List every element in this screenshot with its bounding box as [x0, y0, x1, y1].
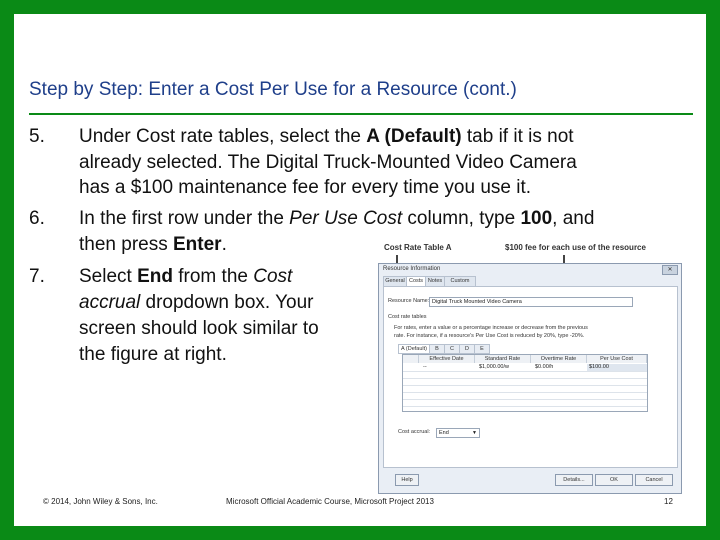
slide-title: Step by Step: Enter a Cost Per Use for a Resource (cont.) — [29, 79, 517, 100]
costs-panel — [383, 286, 678, 468]
cost-rate-tables-label: Cost rate tables — [388, 314, 427, 320]
dialog-titlebar — [379, 264, 681, 274]
grid-line — [403, 399, 647, 400]
step-line: already selected. The Digital Truck-Mounted Video Camera — [79, 152, 577, 173]
step-line: the figure at right. — [79, 344, 227, 365]
cost-accrual-label: Cost accrual: — [398, 429, 431, 435]
step-number: 6. — [29, 208, 45, 229]
footer-page-number: 12 — [664, 497, 673, 506]
step-line: Select End from the Cost — [79, 266, 293, 287]
grid-line — [403, 378, 647, 379]
resource-information-dialog — [378, 263, 682, 494]
grid-line — [403, 385, 647, 386]
step-line: has a $100 maintenance fee for every time you use it. — [79, 177, 532, 198]
step-line: Under Cost rate tables, select the A (Default) tab if it is not — [79, 126, 574, 147]
step-line: then press Enter. — [79, 234, 227, 255]
step-line: screen should look similar to — [79, 318, 319, 339]
cancel-button[interactable]: Cancel — [635, 474, 673, 486]
table-cell[interactable]: $0.00/h — [535, 364, 554, 370]
cost-rate-grid — [402, 354, 648, 412]
title-divider — [29, 113, 693, 115]
instructions-line-2: rate. For instance, if a resource's Per Use Cost is reduced by 20%, type -20%. — [394, 333, 585, 339]
resource-name-field[interactable]: Digital Truck Mounted Video Camera — [429, 297, 633, 307]
grid-line — [403, 371, 647, 372]
subtab-c[interactable]: C — [444, 344, 460, 354]
column-header: Overtime Rate — [531, 355, 587, 363]
close-icon[interactable]: ✕ — [662, 265, 678, 275]
column-header: Per Use Cost — [587, 355, 647, 363]
column-header: Standard Rate — [475, 355, 531, 363]
table-cell-per-use-cost[interactable]: $100.00 — [587, 364, 647, 371]
resource-name-label: Resource Name: — [388, 298, 430, 304]
instructions-line-1: For rates, enter a value or a percentage increase or decrease from the previous — [394, 325, 588, 331]
step-line: accrual dropdown box. Your — [79, 292, 314, 313]
step-number: 7. — [29, 266, 45, 287]
tab-notes[interactable]: Notes — [425, 276, 445, 287]
callout-per-use-fee: $100 fee for each use of the resource — [505, 243, 646, 252]
step-line: In the first row under the Per Use Cost column, type 100, and — [79, 208, 595, 229]
callout-cost-rate-table: Cost Rate Table A — [384, 243, 452, 252]
subtab-e[interactable]: E — [474, 344, 490, 354]
tab-custom-fields[interactable]: Custom — [444, 276, 476, 287]
table-cell[interactable]: $1,000.00/w — [479, 364, 509, 370]
ok-button[interactable]: OK — [595, 474, 633, 486]
footer-copyright: © 2014, John Wiley & Sons, Inc. — [43, 497, 158, 506]
table-cell[interactable]: -- — [423, 364, 427, 370]
help-button[interactable]: Help — [395, 474, 419, 486]
subtab-d[interactable]: D — [459, 344, 475, 354]
footer-course: Microsoft Official Academic Course, Microsoft Project 2013 — [226, 497, 434, 506]
tab-costs[interactable]: Costs — [406, 276, 426, 287]
tab-general[interactable]: General — [383, 276, 407, 287]
grid-line — [403, 406, 647, 407]
row-header-corner — [403, 355, 419, 363]
chevron-down-icon: ▼ — [472, 430, 477, 436]
subtab-b[interactable]: B — [429, 344, 445, 354]
cost-accrual-dropdown[interactable] — [436, 428, 480, 438]
details-button[interactable]: Details... — [555, 474, 593, 486]
step-number: 5. — [29, 126, 45, 147]
grid-line — [403, 392, 647, 393]
subtab-a-default[interactable]: A (Default) — [398, 344, 430, 354]
cost-accrual-value: End — [439, 430, 449, 436]
column-header: Effective Date — [419, 355, 475, 363]
dialog-title: Resource Information — [383, 266, 441, 272]
